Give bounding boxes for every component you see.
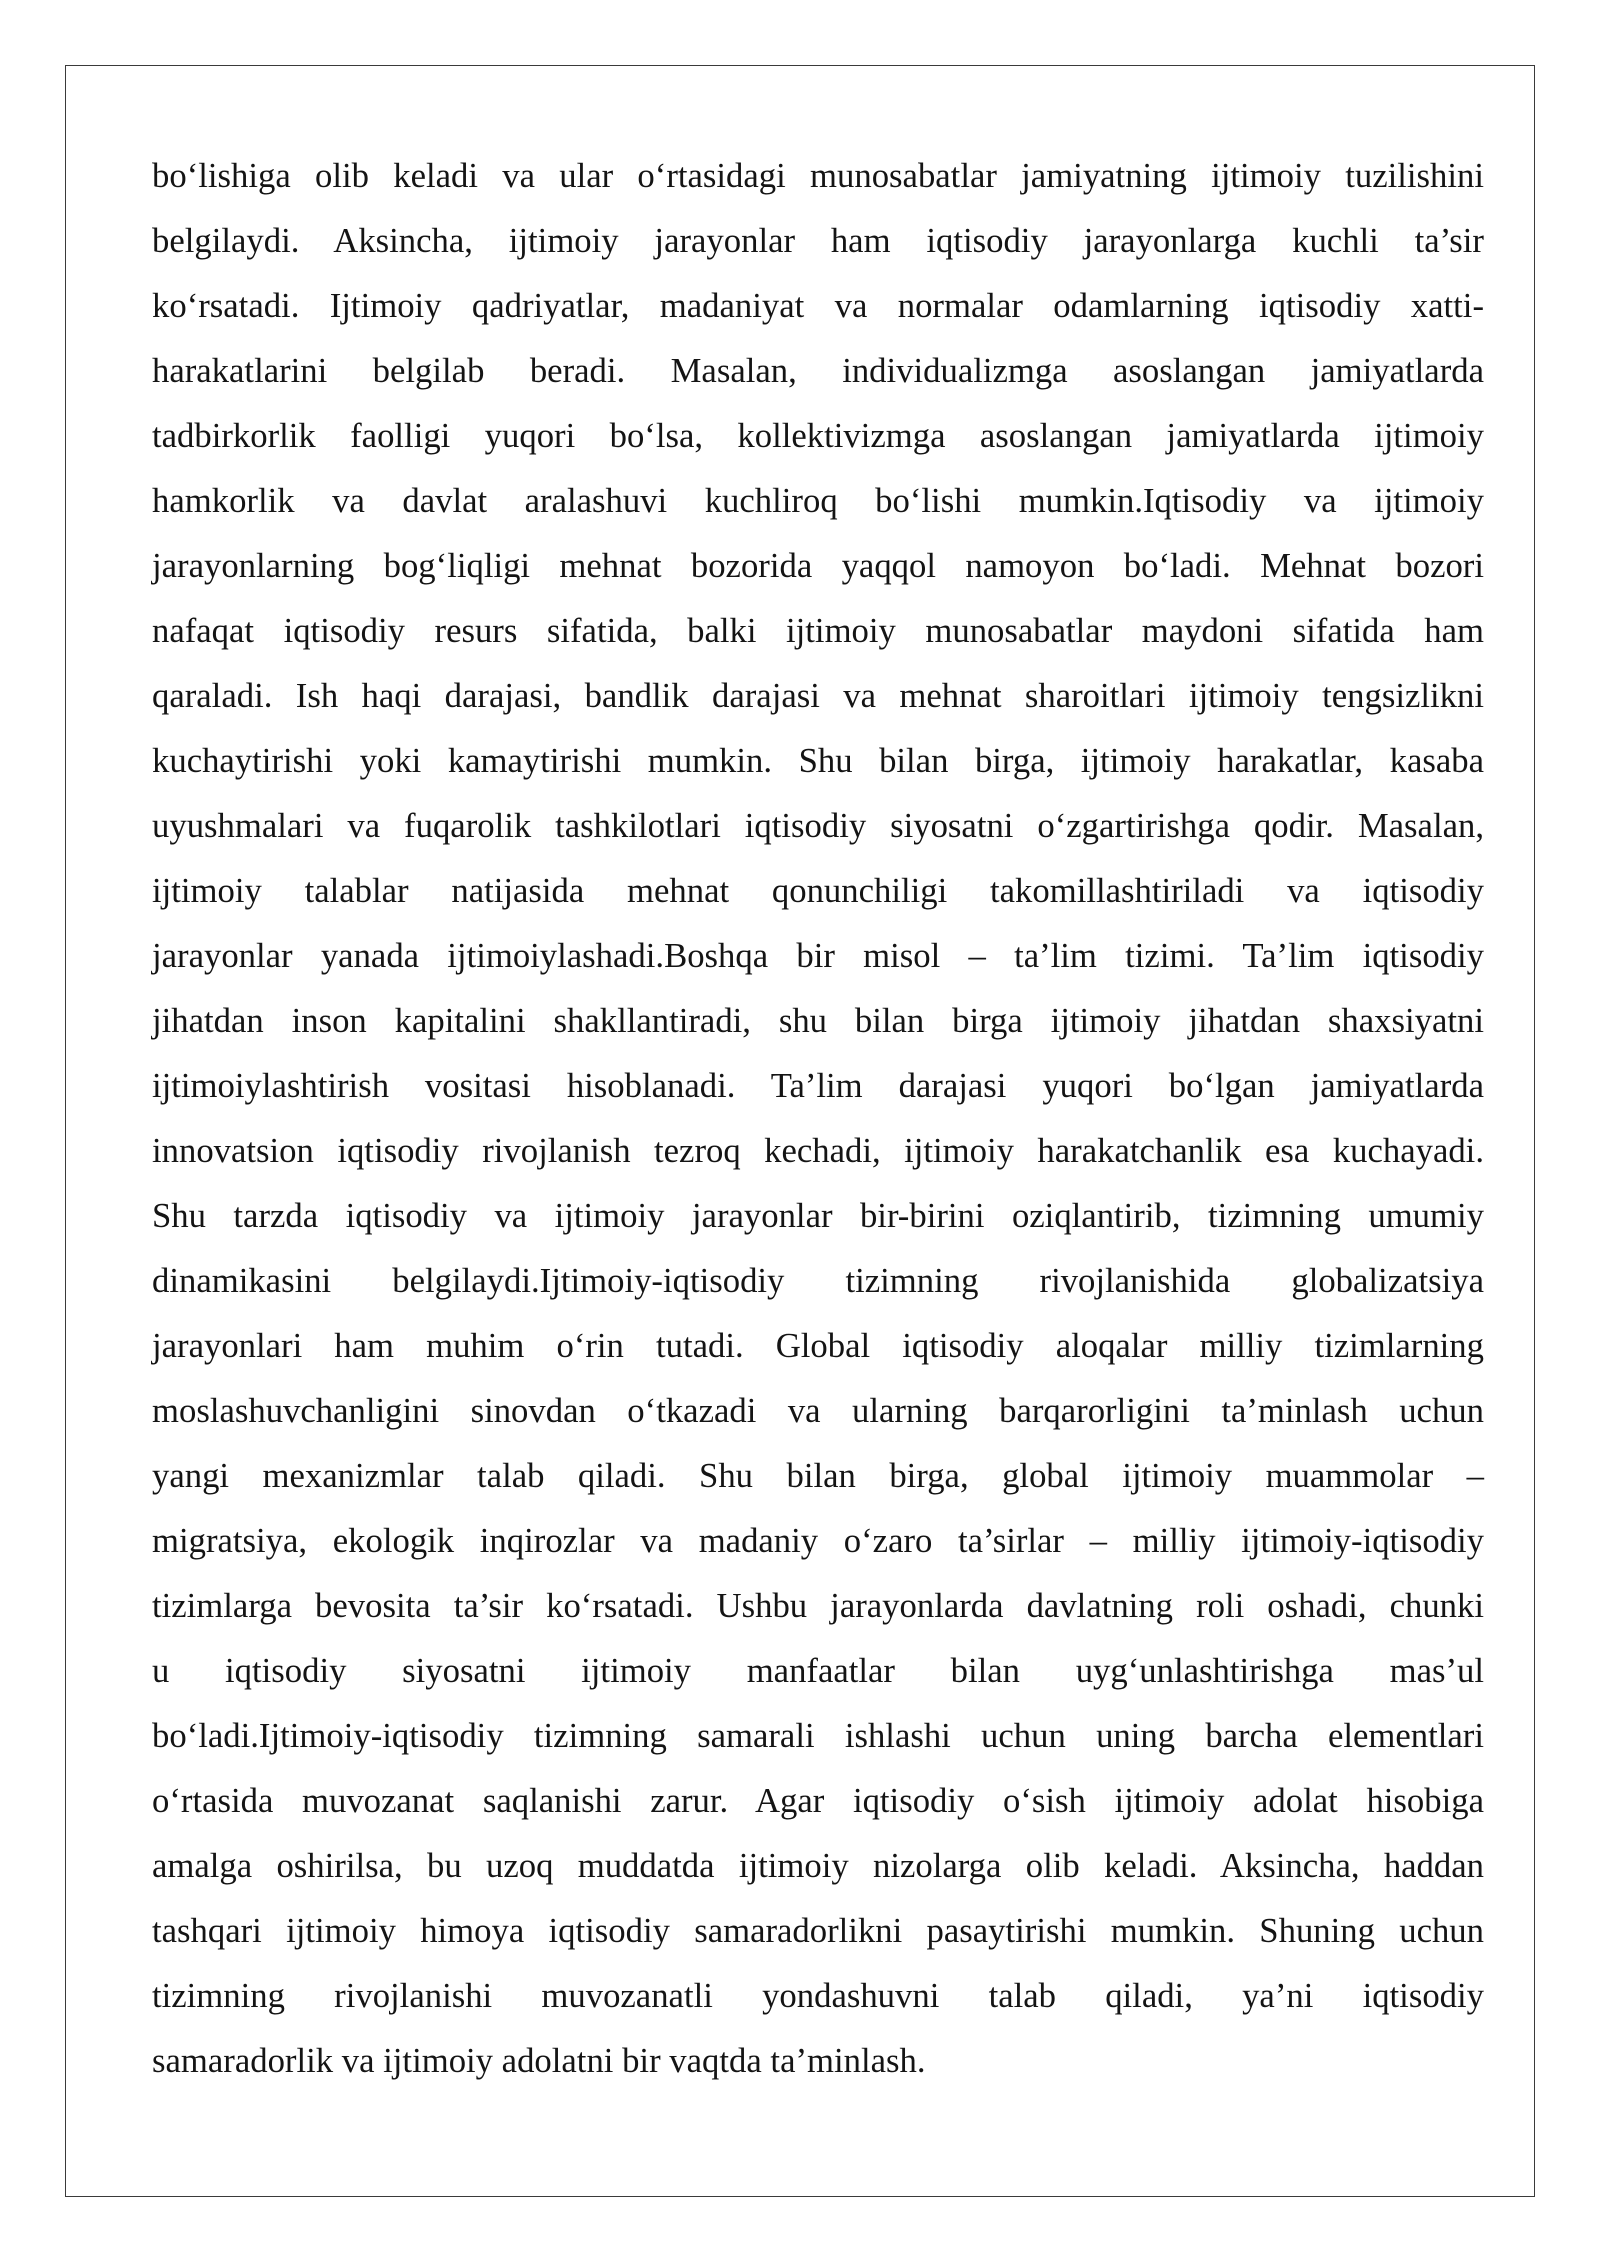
text-line: innovatsion iqtisodiy rivojlanish tezroq kechadi, ijtimoiy harakatchanlik esa kuchayadi.: [152, 1131, 1484, 1170]
text-line: belgilaydi. Aksincha, ijtimoiy jarayonlar ham iqtisodiy jarayonlarga kuchli ta’sir: [152, 221, 1484, 260]
body-paragraph: [152, 143, 1484, 2093]
text-line: bo‘lishiga olib keladi va ular o‘rtasidagi munosabatlar jamiyatning ijtimoiy tuzilishini: [152, 156, 1484, 195]
text-line-last: samaradorlik va ijtimoiy adolatni bir vaqtda ta’minlash.: [152, 2041, 926, 2080]
text-line: jarayonlarning bog‘liqligi mehnat bozorida yaqqol namoyon bo‘ladi. Mehnat bozori: [152, 546, 1484, 585]
text-line: o‘rtasida muvozanat saqlanishi zarur. Agar iqtisodiy o‘sish ijtimoiy adolat hisobiga: [152, 1781, 1484, 1820]
text-line: u iqtisodiy siyosatni ijtimoiy manfaatlar bilan uyg‘unlashtirishga mas’ul: [152, 1651, 1484, 1690]
text-line: nafaqat iqtisodiy resurs sifatida, balki ijtimoiy munosabatlar maydoni sifatida ham: [152, 611, 1484, 650]
text-line: jarayonlar yanada ijtimoiylashadi.Boshqa bir misol – ta’lim tizimi. Ta’lim iqtisodiy: [152, 936, 1484, 975]
text-line: tadbirkorlik faolligi yuqori bo‘lsa, kollektivizmga asoslangan jamiyatlarda ijtimoiy: [152, 416, 1484, 455]
text-line: hamkorlik va davlat aralashuvi kuchliroq bo‘lishi mumkin.Iqtisodiy va ijtimoiy: [152, 481, 1484, 520]
text-line: harakatlarini belgilab beradi. Masalan, individualizmga asoslangan jamiyatlarda: [152, 351, 1484, 390]
text-line: ko‘rsatadi. Ijtimoiy qadriyatlar, madaniyat va normalar odamlarning iqtisodiy xatti-: [152, 286, 1484, 325]
text-line: dinamikasini belgilaydi.Ijtimoiy-iqtisodiy tizimning rivojlanishida globalizatsiya: [152, 1261, 1484, 1300]
text-line: migratsiya, ekologik inqirozlar va madaniy o‘zaro ta’sirlar – milliy ijtimoiy-iqtisodiy: [152, 1521, 1484, 1560]
text-line: tizimlarga bevosita ta’sir ko‘rsatadi. Ushbu jarayonlarda davlatning roli oshadi, chunki: [152, 1586, 1484, 1625]
text-line: yangi mexanizmlar talab qiladi. Shu bilan birga, global ijtimoiy muammolar –: [152, 1456, 1484, 1495]
text-line: ijtimoiylashtirish vositasi hisoblanadi. Ta’lim darajasi yuqori bo‘lgan jamiyatlarda: [152, 1066, 1484, 1105]
text-line: qaraladi. Ish haqi darajasi, bandlik darajasi va mehnat sharoitlari ijtimoiy tengsizlikni: [152, 676, 1484, 715]
text-line: bo‘ladi.Ijtimoiy-iqtisodiy tizimning samarali ishlashi uchun uning barcha elementlari: [152, 1716, 1484, 1755]
text-line: moslashuvchanligini sinovdan o‘tkazadi va ularning barqarorligini ta’minlash uchun: [152, 1391, 1484, 1430]
text-line: Shu tarzda iqtisodiy va ijtimoiy jarayonlar bir-birini oziqlantirib, tizimning umumiy: [152, 1196, 1484, 1235]
text-line: amalga oshirilsa, bu uzoq muddatda ijtimoiy nizolarga olib keladi. Aksincha, haddan: [152, 1846, 1484, 1885]
text-line: tizimning rivojlanishi muvozanatli yondashuvni talab qiladi, ya’ni iqtisodiy: [152, 1976, 1484, 2015]
text-line: ijtimoiy talablar natijasida mehnat qonunchiligi takomillashtiriladi va iqtisodiy: [152, 871, 1484, 910]
text-line: tashqari ijtimoiy himoya iqtisodiy samaradorlikni pasaytirishi mumkin. Shuning uchun: [152, 1911, 1484, 1950]
text-line: jihatdan inson kapitalini shakllantiradi, shu bilan birga ijtimoiy jihatdan shaxsiyatni: [152, 1001, 1484, 1040]
text-line: jarayonlari ham muhim o‘rin tutadi. Global iqtisodiy aloqalar milliy tizimlarning: [152, 1326, 1484, 1365]
text-line: uyushmalari va fuqarolik tashkilotlari iqtisodiy siyosatni o‘zgartirishga qodir. Masalan,: [152, 806, 1484, 845]
text-line: kuchaytirishi yoki kamaytirishi mumkin. Shu bilan birga, ijtimoiy harakatlar, kasaba: [152, 741, 1484, 780]
